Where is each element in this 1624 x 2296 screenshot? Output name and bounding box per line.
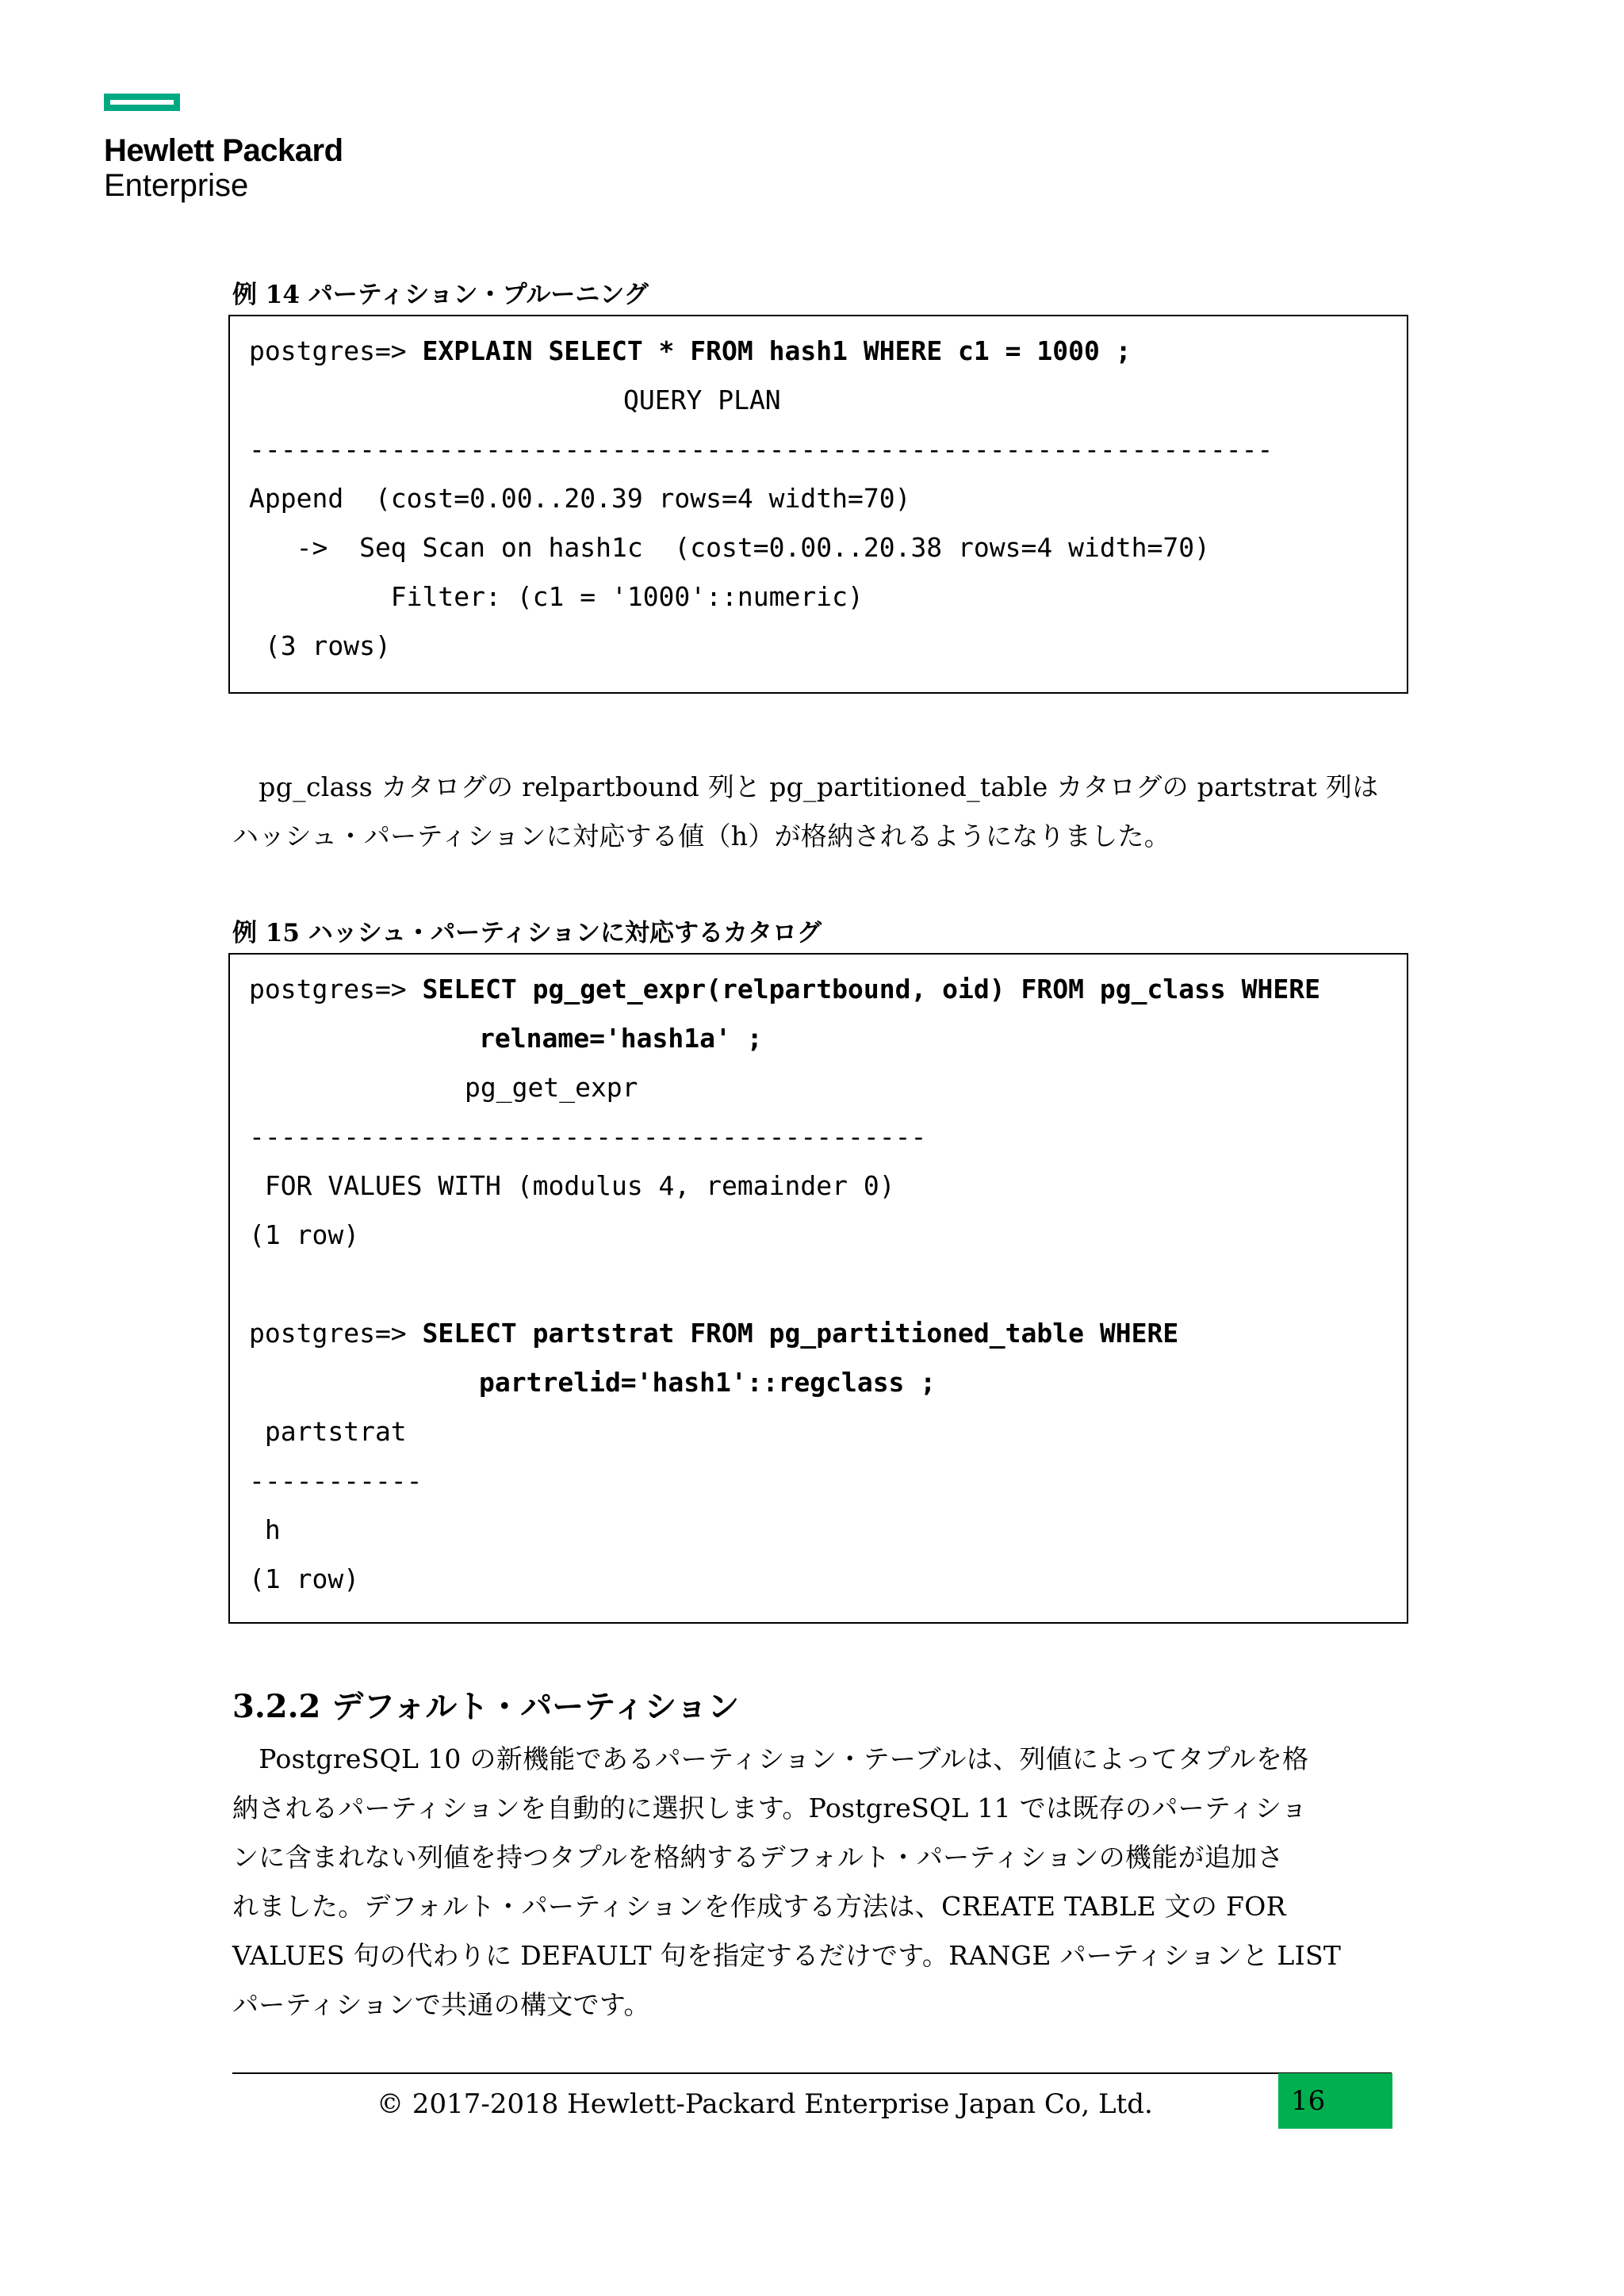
hpe-logo	[104, 94, 343, 203]
row-count: (1 row)	[249, 1563, 360, 1594]
hpe-logo-mark	[104, 94, 180, 111]
row-count: (1 row)	[249, 1219, 360, 1250]
paragraph-line: ハッシュ・パーティションに対応する値（h）が格納されるようになりました。	[232, 821, 1171, 851]
result-row: FOR VALUES WITH (modulus 4, remainder 0)	[249, 1170, 895, 1201]
result-row: -> Seq Scan on hash1c (cost=0.00..20.38 rows=4 width=70)	[249, 532, 1210, 563]
result-separator: -------------------------------------------	[249, 1121, 927, 1152]
example14-command-line	[249, 334, 1132, 369]
result-row: Append (cost=0.00..20.39 rows=4 width=70)	[249, 483, 911, 514]
section-heading: 3.2.2 デフォルト・パーティション	[232, 1688, 740, 1725]
paragraph-line: PostgreSQL 10 の新機能であるパーティション・テーブルは、列値によってタプルを格	[232, 1743, 1309, 1774]
paragraph-line: 納されるパーティションを自動的に選択します。PostgreSQL 11 では既存のパーティショ	[232, 1793, 1308, 1823]
paragraph-line: ンに含まれない列値を持つタプルを格納するデフォルト・パーティションの機能が追加さ	[232, 1842, 1284, 1873]
example14-code-box	[228, 315, 1408, 694]
sql-command: EXPLAIN SELECT * FROM hash1 WHERE c1 = 1000 ;	[422, 335, 1132, 366]
sql-command-continuation: relname='hash1a' ;	[479, 1023, 763, 1054]
prompt: postgres=>	[249, 1318, 423, 1349]
result-header: QUERY PLAN	[623, 385, 781, 415]
example15-command-line	[249, 1316, 1178, 1351]
hpe-logo-line1: Hewlett Packard	[104, 133, 343, 168]
prompt: postgres=>	[249, 974, 423, 1004]
example15-code-box	[228, 953, 1408, 1624]
paragraph-line: pg_class カタログの relpartbound 列と pg_partitioned_table カタログの partstrat 列は	[232, 771, 1379, 802]
prompt: postgres=>	[249, 335, 423, 366]
paragraph-line: れました。デフォルト・パーティションを作成する方法は、CREATE TABLE 文の FOR	[232, 1891, 1286, 1922]
result-separator: -----------	[249, 1465, 423, 1496]
row-count: (3 rows)	[249, 630, 391, 661]
footer-divider	[232, 2072, 1392, 2074]
result-separator: -----------------------------------------------------------------	[249, 434, 1274, 465]
sql-command: SELECT pg_get_expr(relpartbound, oid) FROM pg_class WHERE	[422, 974, 1321, 1004]
result-header: partstrat	[249, 1416, 407, 1447]
result-row: Filter: (c1 = '1000'::numeric)	[249, 581, 864, 612]
result-row: h	[249, 1514, 281, 1545]
result-header: pg_get_expr	[465, 1072, 638, 1103]
example15-caption: 例 15 ハッシュ・パーティションに対応するカタログ	[232, 919, 822, 947]
example14-caption: 例 14 パーティション・プルーニング	[232, 281, 649, 309]
hpe-logo-line2: Enterprise	[104, 168, 249, 203]
example15-command-line	[249, 972, 1320, 1007]
footer-copyright: © 2017-2018 Hewlett-Packard Enterprise Japan Co, Ltd.	[377, 2088, 1153, 2120]
sql-command: SELECT partstrat FROM pg_partitioned_table WHERE	[422, 1318, 1179, 1349]
paragraph-line: VALUES 句の代わりに DEFAULT 句を指定するだけです。RANGE パーティションと LIST	[232, 1940, 1342, 1971]
page-number: 16	[1278, 2073, 1392, 2129]
paragraph-line: パーティションで共通の構文です。	[232, 1989, 650, 2020]
sql-command-continuation: partrelid='hash1'::regclass ;	[479, 1367, 936, 1398]
